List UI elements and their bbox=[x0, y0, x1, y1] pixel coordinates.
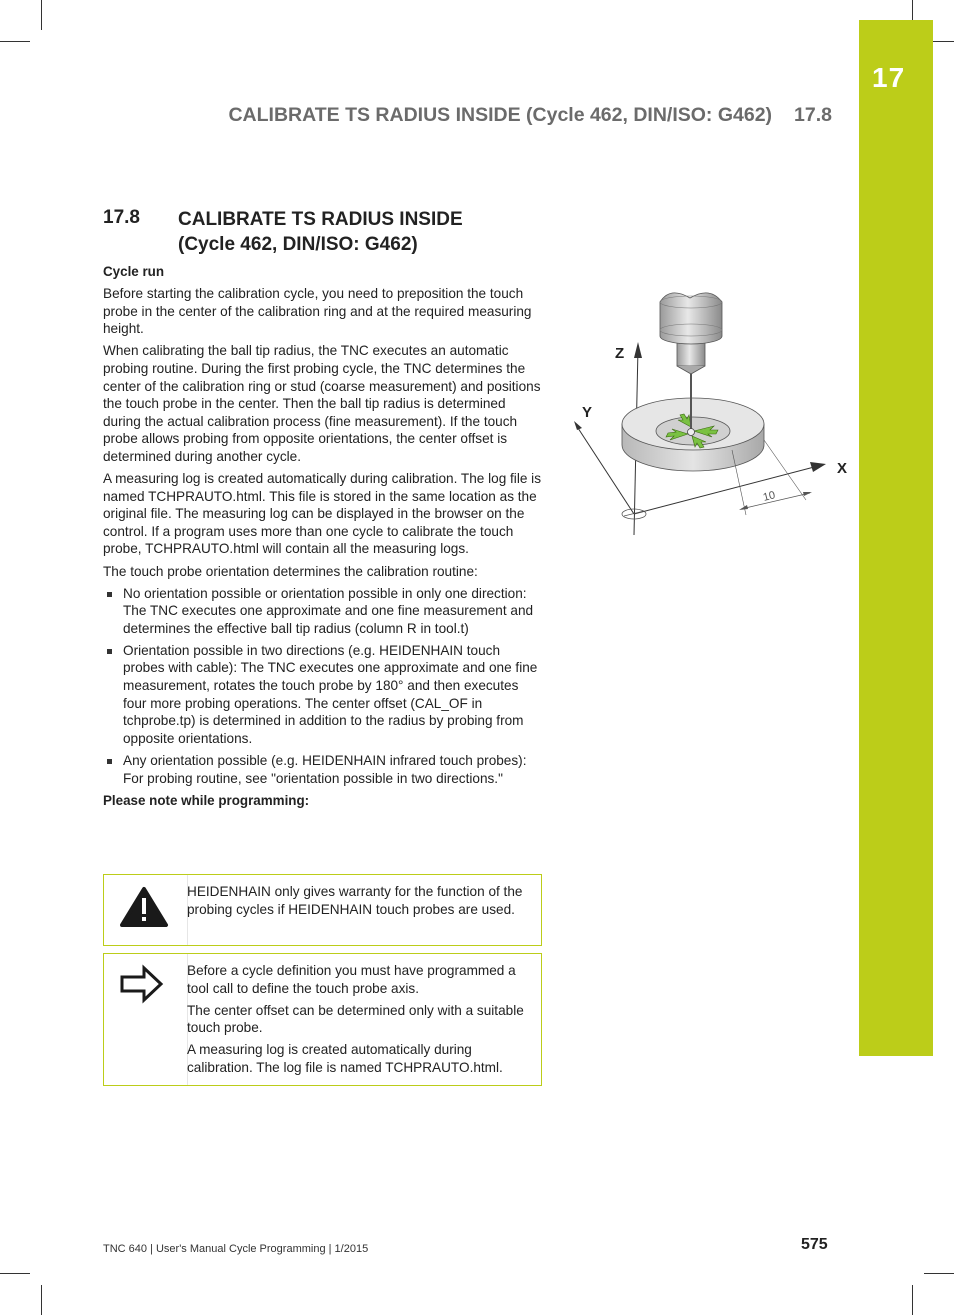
main-content bbox=[103, 263, 543, 814]
cycle-run-heading: Cycle run bbox=[103, 264, 165, 279]
warning-triangle-icon bbox=[104, 875, 187, 947]
paragraph: When calibrating the ball tip radius, the TNC executes an automatic probing routine. During the first probing cycle, the TNC determines the center of the calibration ring or stud (coarse measurement) and positions the touch probe in the center. Then the ball tip radius is determined during the actual calibration process (fine measurement). If the touch probe allows probing from opposite orientations, the center offset is determined during another cycle. bbox=[103, 343, 541, 464]
probe-body bbox=[677, 342, 705, 366]
running-head-section: 17.8 bbox=[794, 104, 832, 126]
paragraph: The touch probe orientation determines the calibration routine: bbox=[103, 563, 478, 579]
orientation-list bbox=[103, 585, 543, 788]
list-item-text: Any orientation possible (e.g. HEIDENHAIN infrared touch probes): For probing routine, see "orientation possible in two directions." bbox=[123, 752, 527, 786]
list-item bbox=[103, 585, 543, 638]
list-item bbox=[103, 642, 543, 748]
y-axis-arrow-icon bbox=[574, 421, 582, 430]
dimension-arrow-icon bbox=[803, 492, 812, 496]
axis-label-x: X bbox=[837, 460, 848, 477]
x-axis-line bbox=[634, 466, 818, 514]
list-item-text: No orientation possible or orientation possible in only one direction: The TNC executes one approximate and one fine measurement and determines the effective ball tip radius (column R in tool.t) bbox=[123, 585, 534, 636]
crop-mark bbox=[41, 1285, 42, 1315]
crop-mark bbox=[0, 1273, 30, 1274]
note-text: Before a cycle definition you must have programmed a tool call to define the touch probe axis. bbox=[187, 963, 516, 996]
section-number: 17.8 bbox=[103, 207, 140, 228]
dimension-label: 10 bbox=[761, 489, 777, 504]
running-head-title: CALIBRATE TS RADIUS INSIDE (Cycle 462, DIN/ISO: G462) bbox=[228, 104, 773, 126]
crop-mark bbox=[0, 41, 30, 42]
section-title-line1: CALIBRATE TS RADIUS INSIDE bbox=[178, 209, 463, 230]
footer-text: TNC 640 | User's Manual Cycle Programming | 1/2015 bbox=[103, 1243, 369, 1255]
z-axis-arrow-icon bbox=[634, 342, 642, 358]
crop-mark bbox=[912, 1285, 913, 1315]
warning-text-cell bbox=[187, 875, 533, 923]
calibration-illustration bbox=[560, 280, 860, 550]
list-item bbox=[103, 752, 543, 787]
crop-mark bbox=[41, 0, 42, 30]
bullet-square-icon bbox=[107, 649, 112, 654]
paragraph: A measuring log is created automatically during calibration. The log file is named TCHPRAUTO.html. This file is stored in the same location as the original file. The measuring log can be displayed in the browser on the control. If a program uses more than one cycle to calibrate the touch probe, TCHPRAUTO.html will contain all the measuring logs. bbox=[103, 471, 541, 557]
note-text: The center offset can be determined only with a suitable touch probe. bbox=[187, 1002, 524, 1036]
section-title-line2: (Cycle 462, DIN/ISO: G462) bbox=[178, 234, 418, 255]
note-box bbox=[103, 953, 542, 1086]
note-text-cell bbox=[187, 954, 533, 1081]
arrow-right-icon bbox=[104, 954, 187, 1087]
axis-label-z: Z bbox=[615, 345, 625, 362]
bullet-square-icon bbox=[107, 759, 112, 764]
list-item-text: Orientation possible in two directions (e.g. HEIDENHAIN touch probes with cable): The TNC executes one approximate and one fine measurement, rotates the touch probe by 180° and then executes four more probing operations. The center offset (CAL_OF in tchprobe.tp) is determined in addition to the radius by probing from opposite orientations. bbox=[123, 642, 538, 746]
warning-icon-cell bbox=[104, 875, 188, 945]
warning-text: HEIDENHAIN only gives warranty for the function of the probing cycles if HEIDENHAIN touch probes are used. bbox=[187, 884, 523, 917]
running-head bbox=[228, 104, 832, 127]
probe-neck bbox=[677, 366, 705, 374]
note-icon-cell bbox=[104, 954, 188, 1085]
page-number: 575 bbox=[801, 1236, 828, 1253]
probe-ball bbox=[688, 429, 695, 436]
axis-label-y: Y bbox=[582, 404, 593, 421]
probe-head bbox=[660, 293, 722, 344]
programming-heading: Please note while programming: bbox=[103, 792, 310, 808]
paragraph: Before starting the calibration cycle, you need to preposition the touch probe in the center of the calibration ring and at the required measuring height. bbox=[103, 286, 532, 337]
bullet-square-icon bbox=[107, 592, 112, 597]
chapter-number: 17 bbox=[872, 62, 906, 93]
x-axis-arrow-icon bbox=[810, 462, 826, 472]
section-title bbox=[178, 207, 463, 257]
crop-mark bbox=[924, 1273, 954, 1274]
calibration-figure bbox=[560, 280, 860, 550]
note-text: A measuring log is created automatically during calibration. The log file is named TCHPRAUTO.html. bbox=[187, 1042, 503, 1075]
chapter-tab bbox=[859, 20, 933, 1056]
warning-box bbox=[103, 874, 542, 946]
dimension-arrow-icon bbox=[739, 505, 748, 510]
